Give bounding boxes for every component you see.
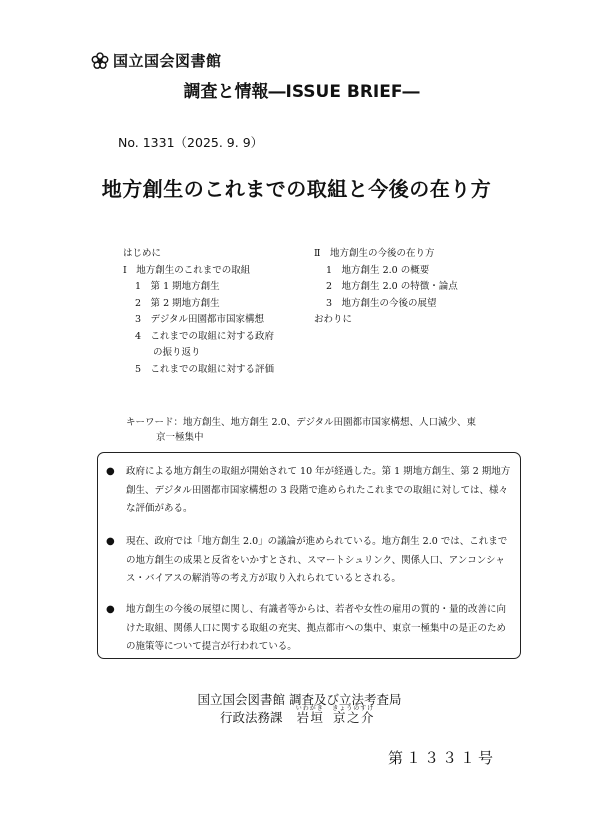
summary-point [106, 463, 512, 519]
summary-text: 現在、政府では「地方創生 2.0」の議論が進められている。地方創生 2.0 では、これまでの地方創生の成果と反省をいかすとされ、スマートシュリンク、関係人口、アンコンシャス・バイアスの解消等の考え方が取り入れられているとされる。 [126, 536, 508, 584]
toc-item: 3 地方創生の今後の展望 [326, 297, 437, 309]
toc-item: 4 これまでの取組に対する政府 [135, 330, 275, 342]
keywords-line: 京一極集中 [156, 432, 204, 443]
org-name: 国立国会図書館 [113, 52, 222, 70]
issue-number-date: No. 1331（2025. 9. 9） [118, 135, 264, 150]
toc-item-continuation: の振り返り [153, 347, 201, 358]
toc-item: おわりに [314, 314, 353, 325]
document-title: 地方創生のこれまでの取組と今後の在り方 [101, 177, 492, 201]
toc-item: Ⅱ 地方創生の今後の在り方 [314, 248, 435, 259]
bullet-icon: ● [106, 604, 115, 615]
issue-number-label: 第１３３１号 [388, 749, 497, 767]
toc-item: 5 これまでの取組に対する評価 [135, 363, 275, 375]
series-title: 調査と情報―ISSUE BRIEF― [183, 82, 420, 102]
toc-item: 2 第 2 期地方創生 [135, 297, 220, 309]
toc-right-column [314, 246, 458, 329]
bullet-icon: ● [106, 466, 115, 477]
summary-box [97, 452, 521, 659]
bullet-icon: ● [106, 536, 115, 547]
summary-text: 地方創生の今後の展望に関し、有識者等からは、若者や女性の雇用の質的・量的改善に向けた取組、関係人口に関する取組の充実、拠点都市への集中、東京一極集中の是正のための施策等について提言が行われている。 [126, 604, 507, 652]
ndl-flower-logo-icon [91, 52, 109, 70]
summary-point [106, 601, 512, 657]
toc-item: Ⅰ 地方創生のこれまでの取組 [123, 264, 251, 276]
summary-text: 政府による地方創生の取組が開始されて 10 年が経過した。第 1 期地方創生、第 2 期地方創生、デジタル田園都市国家構想の 3 段階で進められたこれまでの取組に対しては、様々な評価がある。 [126, 466, 511, 514]
author-surname: 岩垣いわがき [295, 705, 324, 725]
author-department: 行政法務課 [220, 710, 283, 725]
author-given-name: 京之介きょうのすけ [332, 705, 375, 725]
toc-item: 1 地方創生 2.0 の概要 [326, 264, 430, 276]
author-line [220, 705, 374, 726]
keywords-line: キーワード：地方創生、地方創生 2.0、デジタル田園都市国家構想、人口減少、東 [126, 417, 477, 428]
author-organization: 国立国会図書館 調査及び立法考査局 [197, 692, 402, 707]
toc-item: 3 デジタル田園都市国家構想 [135, 314, 264, 325]
toc-item: はじめに [123, 248, 162, 259]
toc-item: 1 第 1 期地方創生 [135, 281, 220, 292]
library-header [91, 50, 222, 71]
toc-left-column [123, 246, 274, 378]
summary-point [106, 533, 512, 589]
keywords [126, 415, 486, 445]
toc-item: 2 地方創生 2.0 の特徴・論点 [326, 281, 458, 292]
